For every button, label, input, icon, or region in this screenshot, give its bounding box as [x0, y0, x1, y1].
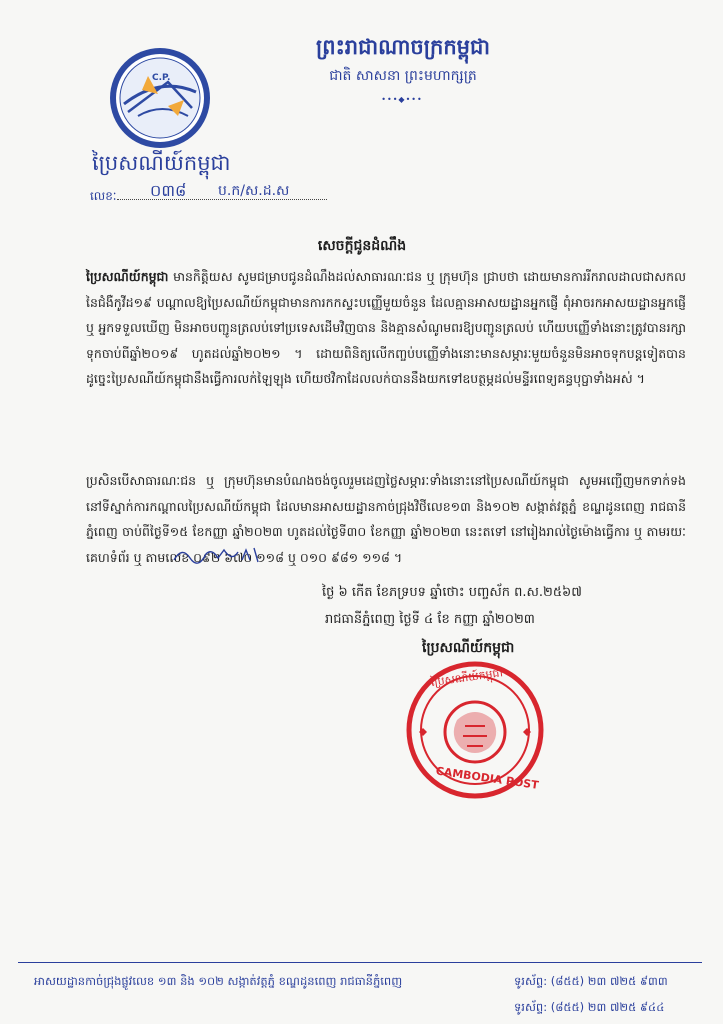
cambodia-post-logo: [108, 46, 212, 150]
national-motto: ជាតិ សាសនា ព្រះមហាក្សត្រ: [329, 68, 477, 84]
solar-date: រាជធានីភ្នំពេញ ថ្ងៃទី ៤ ខែ កញ្ញា ឆ្នាំ២០២៣: [325, 612, 535, 627]
paragraph-1-lead: ប្រៃសណីយ៍កម្ពុជា: [86, 269, 169, 284]
logo-text: C.P.: [152, 73, 171, 83]
paragraph-1: [86, 264, 686, 392]
header-ornament: •••◆•••: [381, 95, 423, 104]
signature-org: ប្រៃសណីយ៍កម្ពុជា: [422, 640, 515, 656]
lunar-date: ថ្ងៃ ៦ កើត ខែភទ្របទ ឆ្នាំថោះ បញ្ចស័ក ព.ស.២៥៦៧: [322, 585, 582, 600]
kingdom-heading: ព្រះរាជាណាចក្រកម្ពុជា: [315, 35, 490, 59]
stamp-latin-text: CAMBODIA POST: [434, 764, 540, 792]
footer-phone-2: ទូរស័ព្ទ: (៨៥៥) ២៣ ៧២៥ ៩៤៤: [514, 1000, 665, 1014]
footer-divider: [18, 962, 702, 963]
sender-org-name: ប្រៃសណីយ៍កម្ពុជា: [92, 151, 231, 175]
official-stamp: [405, 660, 545, 800]
paragraph-2-text: ប្រសិនបើសាធារណៈជន ឬ ក្រុមហ៊ុនមានបំណងចង់ចូលរួមដេញថ្លៃសម្ភារៈទាំងនោះនៅប្រៃសណីយ៍កម្ពុជា សូមអញ្ជើញមកទាក់ទងនៅទីស្នាក់ការកណ្ដាលប្រៃសណីយ៍កម្ពុជា ដែលមានអាសយដ្ឋានកាច់ជ្រុងវិថីលេខ១៣ និង១០២ សង្កាត់វត្តភ្នំ ខណ្ឌដូនពេញ រាជធានីភ្នំពេញ ចាប់ពីថ្ងៃទី១៥ ខែកញ្ញា ឆ្នាំ២០២៣ ហូតដល់ថ្ងៃទី៣០ ខែកញ្ញា ឆ្នាំ២០២៣ នេះតទៅ នៅរៀងរាល់ថ្ងៃម៉ោងធ្វើការ ឬ តាមរយៈគេហទំព័រ ឬ តាមលេខ ០៩២ ៦៧០ ១១៨ ឬ ០១០ ៩៨១ ១១៨ ។: [86, 473, 686, 565]
paragraph-1-text: មានកិត្តិយស សូមជម្រាបជូនដំណឹងដល់សាធារណៈជន ឬ ក្រុមហ៊ុន ជ្រាបថា ដោយមានការរីករាលដាលជាសកលនៃជំងឺកូវីដ១៩ បណ្ដាលឱ្យប្រៃសណីយ៍កម្ពុជាមានការកកស្ទះបញ្ញើមួយចំនួន ដែលគ្មានអាសយដ្ឋានអ្នកផ្ញើ ពុំអាចរកអាសយដ្ឋានអ្នកផ្ញើ ឬ អ្នកទទួលឃើញ មិនអាចបញ្ជូនត្រលប់ទៅប្រទេសដើមវិញបាន និងគ្មានសំណូមពរឱ្យបញ្ជូនត្រលប់ ហើយបញ្ញើទាំងនោះត្រូវបានរក្សាទុកចាប់ពីឆ្នាំ២០១៩ ហូតដល់ឆ្នាំ២០២១ ។ ដោយពិនិត្យលើកញ្ចប់បញ្ញើទាំងនោះមានសម្ភារៈមួយចំនួនមិនអាចទុកបន្តទៀតបាន ដូច្នេះប្រៃសណីយ៍កម្ពុជានឹងធ្វើការលក់ឡៃឡុង ហើយថវិកាដែលលក់បាននឹងយកទៅឧបត្ថម្ភដល់មន្ទីរពេទ្យគន្ធបុប្ផាទាំងអស់ ។: [86, 269, 686, 386]
ref-number: ០៣៨: [150, 181, 187, 200]
notice-title: សេចក្ដីជូនដំណឹង: [317, 238, 407, 254]
stamp-khmer-text: ប្រៃសណីយ៍កម្ពុជា: [430, 666, 504, 690]
footer-address: អាសយដ្ឋានកាច់ជ្រុងផ្លូវលេខ ១៣ និង ១០២ សង្កាត់វត្តភ្នំ ខណ្ឌដូនពេញ រាជធានីភ្នំពេញ: [34, 974, 403, 988]
ref-suffix: ប.ក/ស.ដ.ស: [218, 183, 290, 199]
handwritten-initials: [172, 542, 262, 568]
footer-phones: [514, 968, 668, 1020]
ref-prefix: លេខៈ: [90, 189, 117, 203]
footer-phone-1: ទូរស័ព្ទ: (៨៥៥) ២៣ ៧២៥ ៩៣៣: [514, 974, 668, 988]
reference-line: [90, 188, 327, 206]
